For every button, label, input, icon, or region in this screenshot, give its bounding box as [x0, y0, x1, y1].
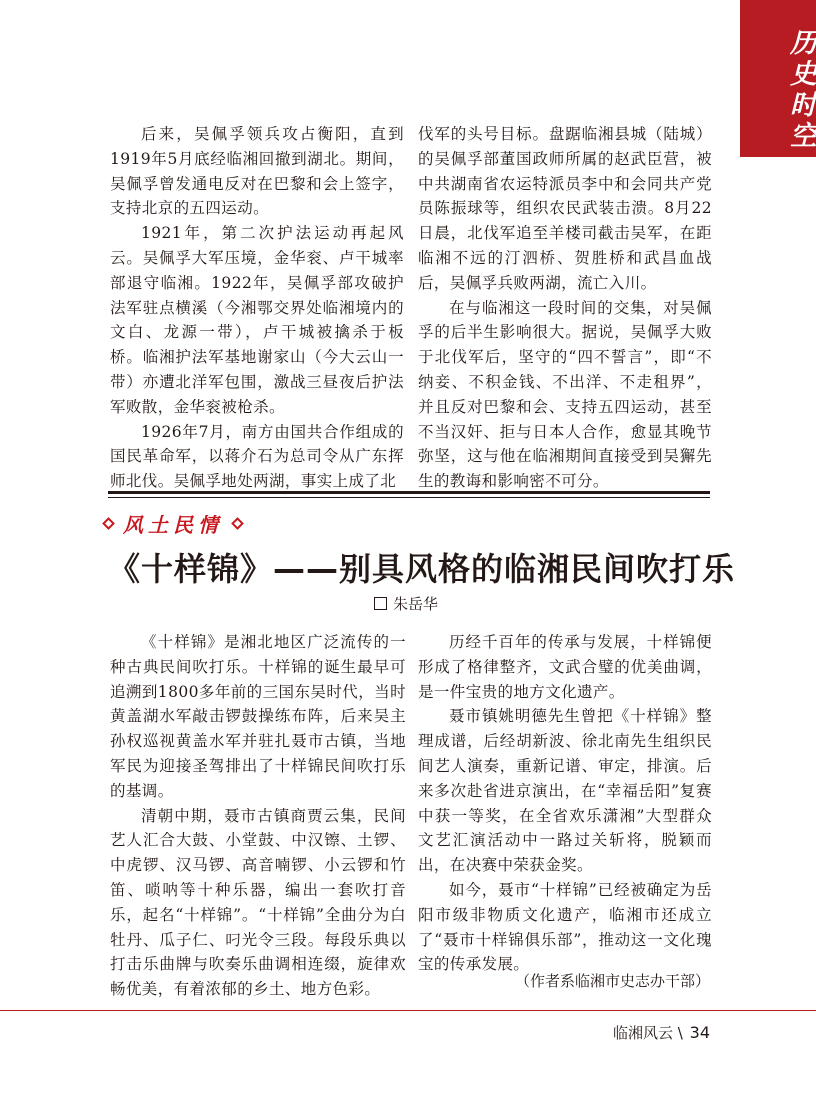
magazine-name: 临湘风云	[613, 1024, 674, 1042]
paragraph: 伐军的头号目标。盘踞临湘县城（陆城）的吴佩孚部董国政师所属的赵武臣营，被中共湖南省农运特派员李中和会同共产党员陈振球等，组织农民武装击溃。8月22日晨，北伐军追至羊楼司截击吴军，在距临湘不远的汀泗桥、贺胜桥和武昌血战后，吴佩孚兵败两湖，流亡入川。	[418, 125, 712, 292]
upper-right-column	[418, 122, 712, 494]
diamond-icon	[231, 517, 244, 530]
paragraph: 1921年，第二次护法运动再起风云。吴佩孚大军压境，金华衮、卢干城率部退守临湘。1922年，吴佩孚部攻破护法军驻点横溪（今湘鄂交界处临湘境内的文白、龙源一带），卢干城被擒杀于板桥。临湘护法军基地谢家山（今大云山一带）亦遭北洋军包围，激战三昼夜后护法军败散，金华衮被枪杀。	[110, 224, 404, 416]
paragraph: 聂市镇姚明德先生曾把《十样锦》整理成谱，后经胡新波、徐北南先生组织民间艺人演奏，重新记谱、审定，排演。后来多次赴省进京演出，在“幸福岳阳”复赛中获一等奖，在全省欢乐潇湘”大型群众文艺汇演活动中一路过关斩将，脱颖而出，在决赛中荣获金奖。	[418, 707, 712, 875]
author-affiliation: （作者系临湘市史志办干部）	[514, 972, 710, 990]
paragraph: 《十样锦》是湘北地区广泛流传的一种古典民间吹打乐。十样锦的诞生最早可追溯到1800多年前的三国东吴时代，当时黄盖湖水军敲击锣鼓操练布阵，后来吴主孙权巡视黄盖水军并驻扎聂市古镇，当地军民为迎接圣驾排出了十样锦民间吹打乐的基调。	[110, 633, 406, 800]
page-footer	[560, 1022, 710, 1043]
section-tab-label: 历史时空	[785, 28, 816, 152]
paragraph: 历经千百年的传承与发展，十样锦便形成了格律整齐，文武合璧的优美曲调，是一件宝贵的地方文化遗产。	[418, 633, 712, 701]
article-left-column	[110, 630, 406, 1002]
paragraph: 如今，聂市“十样锦”已经被确定为岳阳市级非物质文化遗产，临湘市还成立了“聂市十样锦俱乐部”，推动这一文化瑰宝的传承发展。	[418, 880, 712, 974]
section-label-text: 风土民情	[123, 512, 223, 537]
square-icon	[374, 597, 387, 610]
paragraph: 1926年7月，南方由国共合作组成的国民革命军，以蒋介石为总司令从广东挥师北伐。吴佩孚地处两湖，事实上成了北	[110, 422, 404, 491]
footer-separator: \	[677, 1024, 683, 1042]
upper-left-column	[110, 122, 404, 494]
paragraph: 清朝中期，聂市古镇商贾云集，民间艺人汇合大鼓、小堂鼓、中汉镲、土锣、中虎锣、汉马锣、高音喃锣、小云锣和竹笛、唢呐等十种乐器，编出一套吹打音乐，起名“十样锦”。“十样锦”全曲分为白牡丹、瓜子仁、叼光令三段。每段乐典以打击乐曲牌与吹奏乐曲调相连缀，旋律欢畅优美，有着浓郁的乡土、地方色彩。	[110, 806, 406, 999]
section-label	[104, 508, 242, 538]
author-name: 朱岳华	[393, 594, 439, 613]
footer-rule	[0, 1010, 816, 1011]
article-right-column	[418, 630, 712, 977]
article-author	[374, 592, 438, 614]
section-tab	[740, 0, 816, 157]
paragraph: 后来，吴佩孚领兵攻占衡阳，直到1919年5月底经临湘回撤到湖北。期间，吴佩孚曾发通电反对在巴黎和会上签字，支持北京的五四运动。	[110, 125, 404, 218]
diamond-icon	[102, 517, 115, 530]
section-divider	[108, 491, 710, 494]
article-title: 《十样锦》——别具风格的临湘民间吹打乐	[108, 550, 736, 588]
section-divider-thin	[108, 497, 710, 498]
paragraph: 在与临湘这一段时间的交集，对吴佩孚的后半生影响很大。据说，吴佩孚大败于北伐军后，坚守的“四不誓言”，即“不纳妾、不积金钱、不出洋、不走租界”，并且反对巴黎和会、支持五四运动，甚至不当汉奸、拒与日本人合作，愈显其晚节弥坚，这与他在临湘期间直接受到吴獬先生的教诲和影响密不可分。	[418, 298, 712, 491]
page-number: 34	[689, 1023, 710, 1042]
